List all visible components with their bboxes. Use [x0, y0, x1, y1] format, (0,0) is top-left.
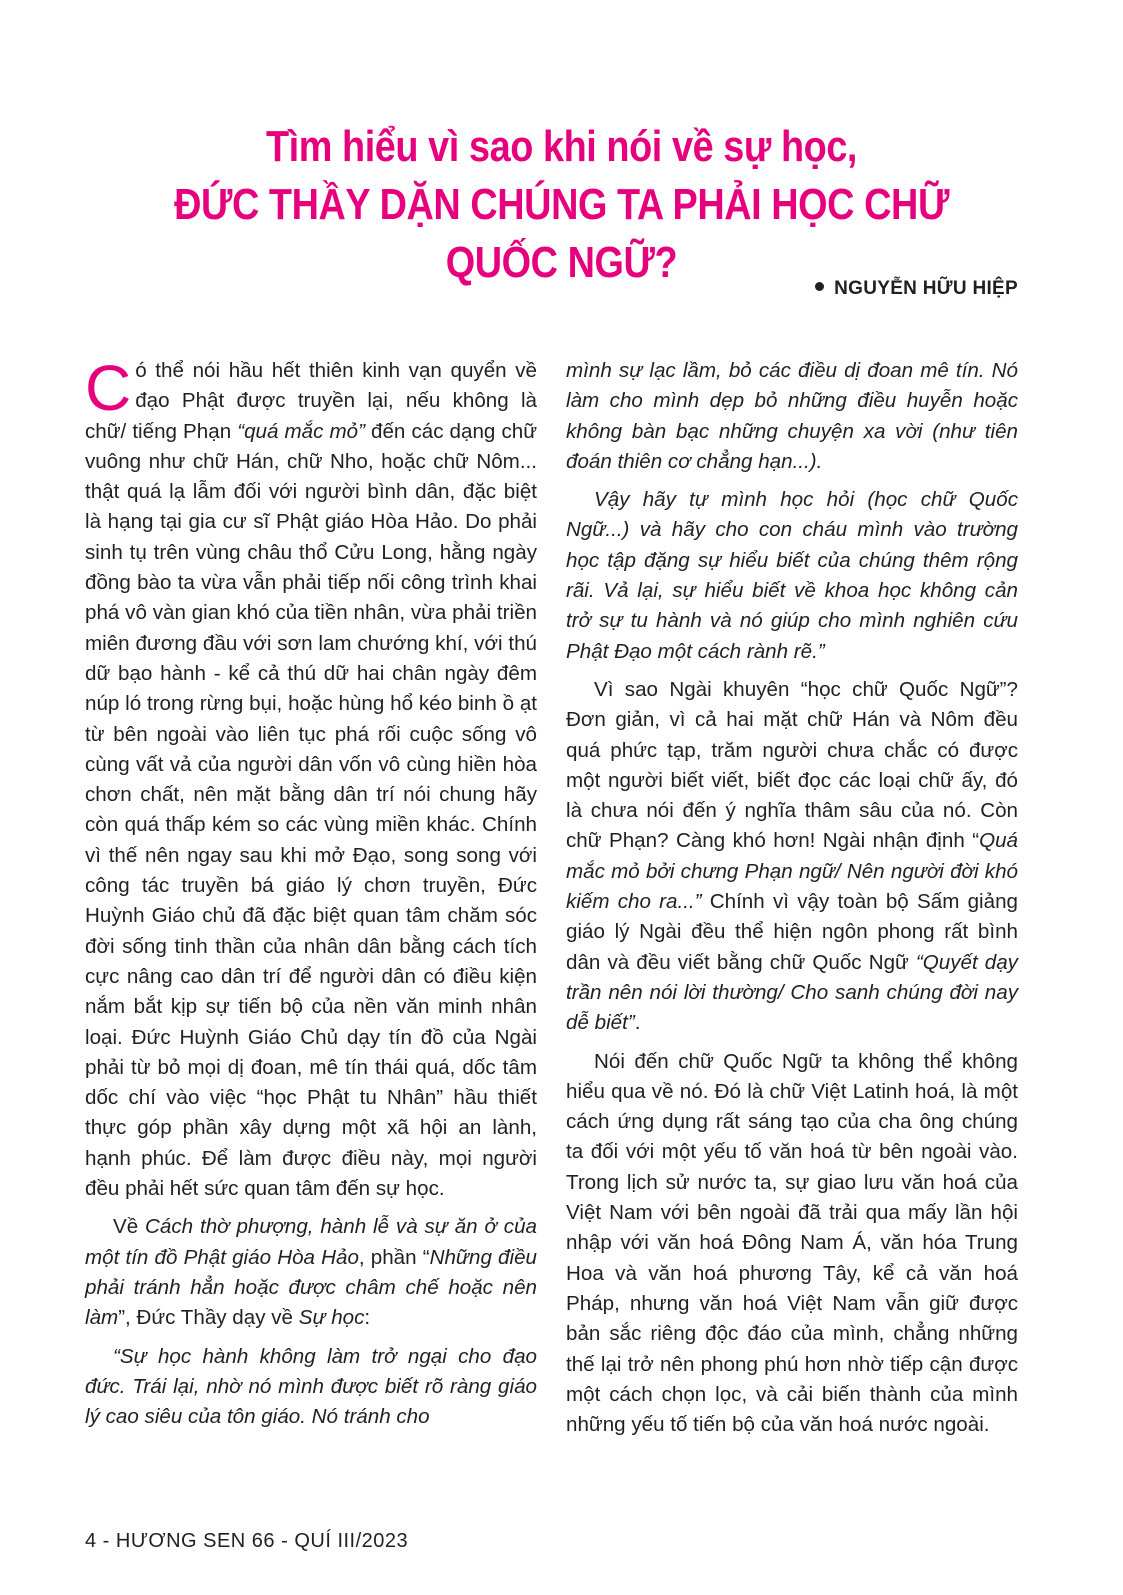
page-footer: 4 - HƯƠNG SEN 66 - QUÍ III/2023 — [85, 1530, 409, 1552]
paragraph-text: Chính vì vậy toàn bộ Sấm giảng giáo lý Ngài đều thể hiện ngôn phong rất bình dân và đều viết bằng chữ Quốc Ngữ — [566, 890, 1018, 974]
paragraph-text: ”, Đức Thầy dạy về — [118, 1306, 299, 1330]
bullet-icon — [815, 282, 824, 291]
paragraph: Nói đến chữ Quốc Ngữ ta không thể không hiểu qua về nó. Đó là chữ Việt Latinh hoá, là một cách ứng dụng rất sáng tạo của cha ông chúng ta đối với một yếu tố văn hoá từ bên ngoài vào. Trong lịch sử nước ta, sự giao lưu văn hoá của Việt Nam với bên ngoài đã trải qua mấy lần hội nhập với văn hoá Đông Nam Á, văn hóa Trung Hoa và văn hoá phương Tây, kể cả văn hoá Pháp, nhưng văn hoá Việt Nam vẫn giữ được bản sắc riêng độc đáo của mình, chẳng những thế lại trở nên phong phú hơn nhờ tiếp cận được một cách chọn lọc, và cải biến thành của mình những yếu tố tiến bộ của văn hoá nước ngoài. — [566, 1049, 1018, 1437]
title-line-2: ĐỨC THẦY DẶN CHÚNG TA PHẢI HỌC CHỮ QUỐC NGỮ? — [174, 180, 949, 287]
quote-paragraph: mình sự lạc lầm, bỏ các điều dị đoan mê tín. Nó làm cho mình dẹp bỏ những điều huyễn hoặc không bàn bạc những chuyện xa vời (như tiên đoán thiên cơ chẳng hạn...). — [566, 359, 1018, 473]
italic-text: Sự học — [298, 1306, 365, 1330]
italic-quote: Quá mắc mỏ bởi chưng Phạn ngữ/ Nên người đời khó kiếm cho ra...” — [566, 829, 1018, 914]
paragraph-text: . — [634, 1011, 641, 1035]
title-line-1: Tìm hiểu vì sao khi nói về sự học, — [265, 122, 858, 171]
paragraph-text: đến các dạng chữ vuông như chữ Hán, chữ Nho, hoặc chữ Nôm... thật quá lạ lẫm đối với người bình dân, đặc biệt là hạng tại gia cư sĩ Phật giáo Hòa Hảo. Do phải sinh tụ trên vùng châu thổ Cửu Long, hằng ngày đồng bào ta vừa vẫn phải tiếp nối công trình khai phá vô vàn gian khó của tiền nhân, vừa phải triền miên đương đầu với sơn lam chướng khí, với thú dữ bạo hành - kể cả thú dữ hai chân ngày đêm núp ló trong rừng bụi, hoặc hùng hổ kéo binh ồ ạt từ bên ngoài vào liên tục phá rối cuộc sống vô cùng vất vả của người dân vốn vô cùng hiền hòa chơn chất, nên mặt bằng dân trí nói chung hãy còn quá thấp kém so các vùng miền khác. Chính vì thế nên ngay sau khi mở Đạo, song song với công tác truyền bá giáo lý chơn truyền, Đức Huỳnh Giáo chủ đã đặc biệt quan tâm chăm sóc đời sống tinh thần của nhân dân bằng cách tích cực nâng cao dân trí để người dân có điều kiện nắm bắt kịp sự tiến bộ của nền văn minh nhân loại. Đức Huỳnh Giáo Chủ dạy tín đồ của Ngài phải từ bỏ mọi dị đoan, mê tín thái quá, dốc tâm dốc chí vào việc “học Phật tu Nhân” hầu thiết thực góp phần xây dựng một xã hội an lành, hạnh phúc. Để làm được điều này, mọi người đều phải hết sức quan tâm đến sự học. — [85, 419, 537, 1201]
right-column — [566, 356, 1018, 1440]
left-column — [85, 352, 537, 1432]
author-name: NGUYỄN HỮU HIỆP — [834, 278, 1018, 299]
paragraph — [566, 675, 1018, 1039]
paragraph-text: , phần “ — [358, 1245, 430, 1269]
italic-text: Những điều phải tránh hẳn hoặc được châm chế hoặc nên làm — [85, 1245, 537, 1330]
article-title — [130, 118, 993, 292]
paragraph — [85, 352, 537, 1204]
drop-cap: C — [85, 352, 132, 424]
quote-paragraph: “Sự học hành không làm trở ngại cho đạo đức. Trái lại, nhờ nó mình được biết rõ ràng giáo lý cao siêu của tôn giáo. Nó tránh cho — [85, 1344, 537, 1429]
paragraph-text: : — [364, 1306, 371, 1330]
italic-text: Cách thờ phượng, hành lễ và sự ăn ở của một tín đồ Phật giáo Hòa Hảo — [85, 1215, 537, 1269]
paragraph-text: Vì sao Ngài khuyên “học chữ Quốc Ngữ”? Đơn giản, vì cả hai mặt chữ Hán và Nôm đều quá phức tạp, trăm người chưa chắc có được một người biết viết, biết đọc các loại chữ ấy, đó là chưa nói đến ý nghĩa thâm sâu của nó. Còn chữ Phạn? Càng khó hơn! Ngài nhận định “ — [566, 677, 1018, 853]
author-byline — [815, 278, 1018, 300]
italic-quote: “quá mắc mỏ” — [237, 419, 365, 443]
paragraph-text: Về — [113, 1215, 146, 1239]
italic-quote: “Quyết dạy trần nên nói lời thường/ Cho sanh chúng đời nay dễ biết” — [566, 950, 1018, 1035]
quote-paragraph: Vậy hãy tự mình học hỏi (học chữ Quốc Ngữ...) và hãy cho con cháu mình vào trường học tập đặng sự hiểu biết của chúng thêm rộng rãi. Vả lại, sự hiểu biết về khoa học không cản trở sự tu hành và nó giúp cho mình nghiên cứu Phật Đạo một cách rành rẽ.” — [566, 488, 1018, 663]
paragraph-text: ó thể nói hầu hết thiên kinh vạn quyển về đạo Phật được truyền lại, nếu không là chữ/ tiếng Phạn — [85, 359, 537, 443]
paragraph — [85, 1212, 537, 1333]
